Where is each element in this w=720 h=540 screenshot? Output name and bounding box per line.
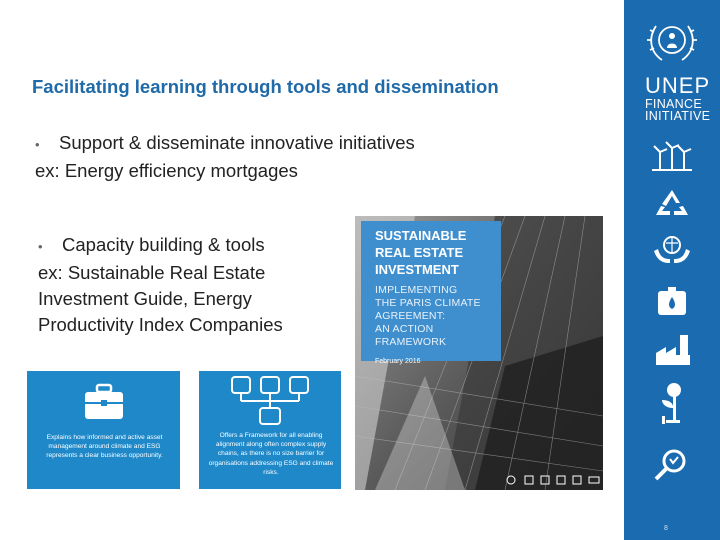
bullet-dot: • xyxy=(38,239,43,254)
bullet-line: Support & disseminate innovative initiatives xyxy=(59,132,415,153)
bullet-line: Productivity Index Companies xyxy=(38,314,283,335)
un-emblem-icon xyxy=(646,16,698,66)
cover-subtitle-line: FRAMEWORK xyxy=(375,336,447,348)
plant-icon xyxy=(652,380,692,428)
wind-turbine-icon xyxy=(652,140,692,172)
cover-footer-icons xyxy=(505,474,601,486)
water-drop-icon xyxy=(652,285,692,317)
info-card-asset-management xyxy=(27,371,180,489)
bullet-line: Investment Guide, Energy xyxy=(38,288,252,309)
cover-date: February 2016 xyxy=(375,358,421,365)
card-text: Offers a Framework for all enabling alignment along often complex supply chains, as there is no size barrier for organisations addressing ESG and climate risks. xyxy=(208,432,334,476)
magnifier-icon xyxy=(652,445,692,485)
org-chart-icon xyxy=(229,375,311,427)
industry-icon xyxy=(652,333,692,367)
cover-subtitle-line: AGREEMENT: xyxy=(375,310,446,322)
cover-title-line: SUSTAINABLE xyxy=(375,228,467,243)
bullet-line: Capacity building & tools xyxy=(62,234,265,255)
recycle-icon xyxy=(652,187,692,219)
cover-subtitle-line: THE PARIS CLIMATE xyxy=(375,297,481,309)
briefcase-icon xyxy=(83,383,125,421)
info-card-framework xyxy=(199,371,341,489)
bullet-line: ex: Energy efficiency mortgages xyxy=(35,160,298,181)
bullet-item xyxy=(38,232,283,338)
brand-line: INITIATIVE xyxy=(645,109,711,123)
brand-name: UNEP xyxy=(645,73,711,98)
cover-subtitle-line: IMPLEMENTING xyxy=(375,284,458,296)
cover-title-line: REAL ESTATE xyxy=(375,245,464,260)
hands-globe-icon xyxy=(652,233,692,267)
cover-title-panel xyxy=(361,221,501,365)
brand-sidebar xyxy=(624,0,720,540)
page-number: 8 xyxy=(664,525,668,532)
bullet-dot: • xyxy=(35,137,40,152)
card-text: Explains how informed and active asset management around climate and ESG represents a clear business opportunity. xyxy=(46,434,163,460)
cover-title-line: INVESTMENT xyxy=(375,262,459,277)
bullet-item xyxy=(35,130,415,184)
bullet-line: ex: Sustainable Real Estate xyxy=(38,262,266,283)
report-cover-image xyxy=(355,216,603,490)
brand-line: FINANCE xyxy=(645,97,702,111)
slide-title: Facilitating learning through tools and dissemination xyxy=(32,76,499,97)
cover-subtitle-line: AN ACTION xyxy=(375,323,434,335)
